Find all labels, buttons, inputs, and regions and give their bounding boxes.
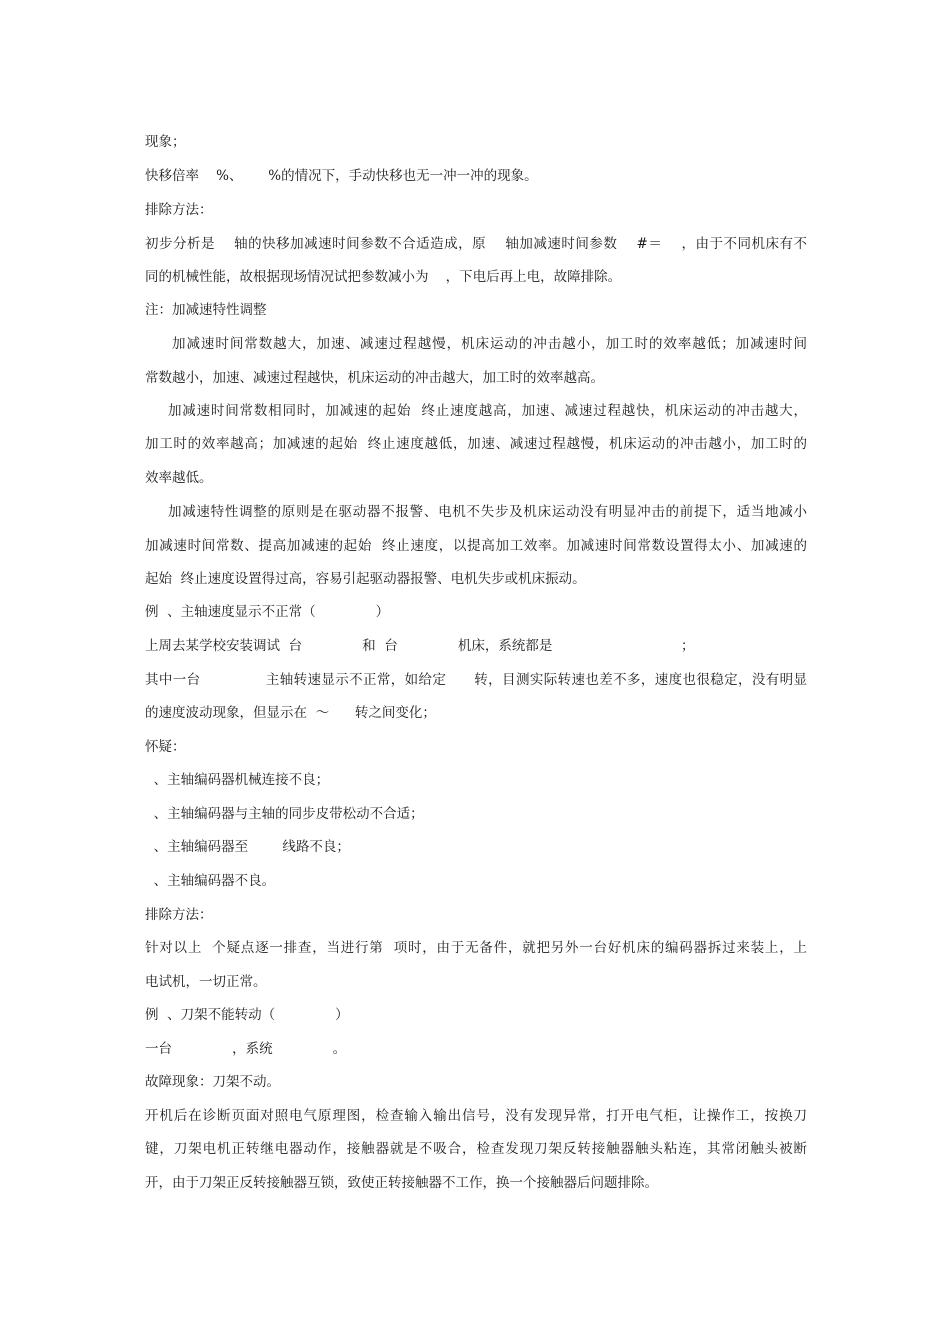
text-line: 加减速特性调整的原则是在驱动器不报警、电机不失步及机床运动没有明显冲击的前提下，适当地减小 [168, 504, 807, 520]
section-heading: 怀疑： [145, 739, 186, 755]
text-line: 加减速时间常数越大，加速、减速过程越慢，机床运动的冲击越小，加工时的效率越低；加减速时间 [172, 336, 807, 352]
note-heading: 注：加减速特性调整 [145, 302, 267, 318]
text-line: 效率越低。 [145, 470, 213, 486]
text-line: 加工时的效率越高；加减速的起始 终止速度越低，加速、减速过程越慢，机床运动的冲击越小，加工时的 [145, 436, 807, 452]
list-item: 、主轴编码器机械连接不良； [145, 772, 330, 788]
list-item: 、主轴编码器与主轴的同步皮带松动不合适； [145, 806, 424, 822]
text-line: 电试机，一切正常。 [145, 974, 267, 990]
list-item: 、主轴编码器至 线路不良； [145, 839, 350, 855]
text-line: 键，刀架电机正转继电器动作，接触器就是不吸合，检查发现刀架反转接触器触头粘连，其常闭触头被断 [145, 1141, 807, 1157]
text-line: 上周去某学校安装调试 台 和 台 机床，系统都是 ； [145, 638, 695, 654]
text-line: 加减速时间常数、提高加减速的起始 终止速度，以提高加工效率。加减速时间常数设置得太小、加减速的 [145, 538, 807, 554]
text-line: 现象； [145, 134, 186, 150]
text-line: 常数越小，加速、减速过程越快，机床运动的冲击越大，加工时的效率越高。 [145, 370, 604, 386]
text-line: 其中一台 主轴转速显示不正常，如给定 转，目测实际转速也差不多，速度也很稳定，没有明显 [145, 672, 807, 688]
text-line: 开，由于刀架正反转接触器互锁，致使正转接触器不工作，换一个接触器后问题排除。 [145, 1175, 658, 1191]
text-line: 加减速时间常数相同时，加减速的起始 终止速度越高，加速、减速过程越快，机床运动的冲击越大， [168, 403, 807, 419]
text-line: 的速度波动现象，但显示在 ～ 转之间变化； [145, 705, 436, 721]
example-heading: 例 、主轴速度显示不正常（ ） [145, 604, 390, 620]
list-item: 、主轴编码器不良。 [145, 873, 276, 889]
section-heading: 排除方法： [145, 202, 213, 218]
text-line: 同的机械性能，故根据现场情况试把参数减小为 ，下电后再上电，故障排除。 [145, 269, 622, 285]
text-line: 针对以上 个疑点逐一排查，当进行第 项时，由于无备件，就把另外一台好机床的编码器拆过来装上，上 [145, 940, 807, 956]
text-line: 故障现象：刀架不动。 [145, 1074, 280, 1090]
example-heading: 例 、刀架不能转动（ ） [145, 1007, 349, 1023]
text-line: 开机后在诊断页面对照电气原理图，检查输入输出信号，没有发现异常，打开电气柜，让操作工，按换刀 [145, 1108, 807, 1124]
text-line: 一台 ，系统 。 [145, 1041, 347, 1057]
text-line: 快移倍率 %、 %的情况下，手动快移也无一冲一冲的现象。 [145, 168, 538, 184]
text-line: 起始 终止速度设置得过高，容易引起驱动器报警、电机失步或机床振动。 [145, 571, 586, 587]
text-line: 初步分析是 轴的快移加减速时间参数不合适造成，原 轴加减速时间参数 #＝ ，由于不同机床有不 [145, 236, 807, 252]
section-heading: 排除方法： [145, 907, 213, 923]
